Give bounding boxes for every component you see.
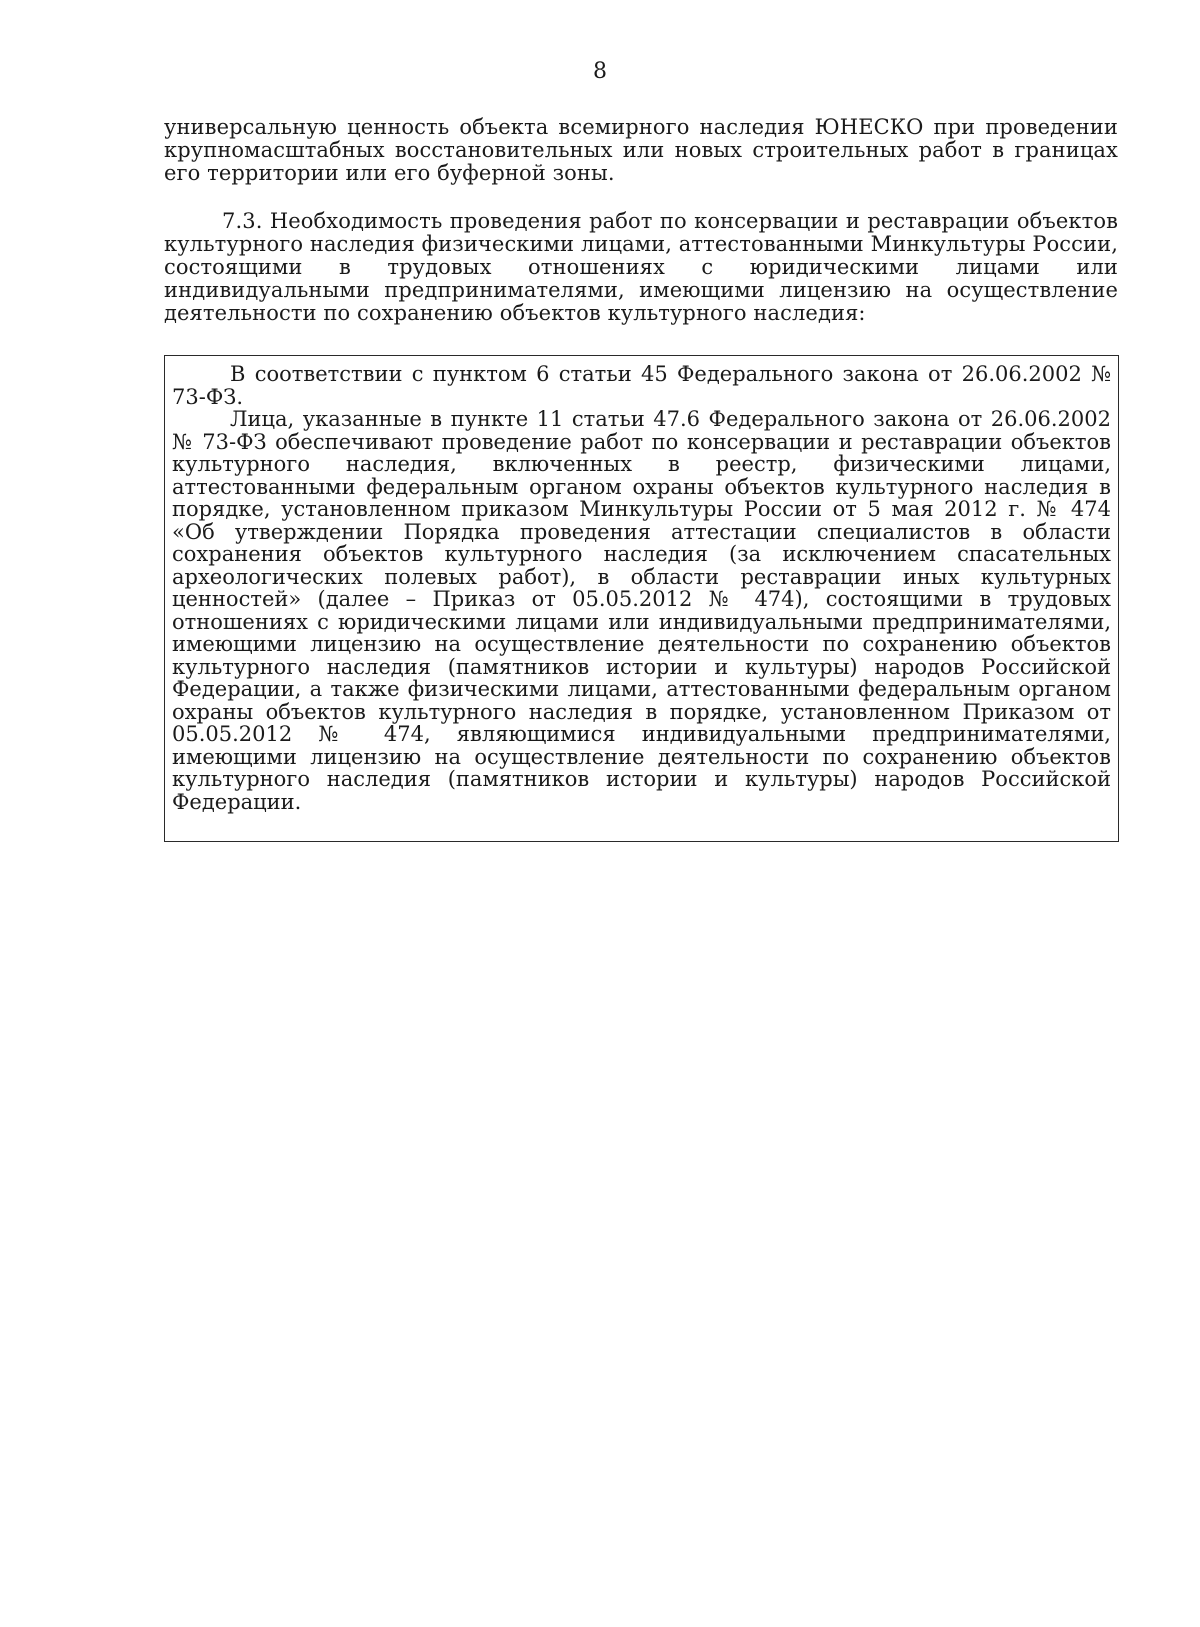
paragraph-7-3: 7.3. Необходимость проведения работ по консервации и реставрации объектов культурного наследия физическими лицами, аттестованными Минкультуры России, состоящими в трудовых отношениях с юридическими лицами или индивидуальными предпринимателями, имеющими лицензию на осуществление деятельности по сохранению объектов культурного наследия: xyxy=(164,209,1118,325)
note-paragraph-1: В соответствии с пунктом 6 статьи 45 Федерального закона от 26.06.2002 № 73-ФЗ. xyxy=(172,362,1111,409)
page-number: 8 xyxy=(593,59,607,84)
note-box xyxy=(164,355,1119,842)
note-paragraph-2: Лица, указанные в пункте 11 статьи 47.6 Федерального закона от 26.06.2002 № 73-ФЗ обеспечивают проведение работ по консервации и реставрации объектов культурного наследия, включенных в реестр, физическими лицами, аттестованными федеральным органом охраны объектов культурного наследия в порядке, установленном приказом Минкультуры России от 5 мая 2012 г. № 474 «Об утверждении Порядка проведения аттестации специалистов в области сохранения объектов культурного наследия (за исключением спасательных археологических полевых работ), в области реставрации иных культурных ценностей» (далее – Приказ от 05.05.2012 № 474), состоящими в трудовых отношениях с юридическими лицами или индивидуальными предпринимателями, имеющими лицензию на осуществление деятельности по сохранению объектов культурного наследия (памятников истории и культуры) народов Российской Федерации, а также физическими лицами, аттестованными федеральным органом охраны объектов культурного наследия в порядке, установленном Приказом от 05.05.2012 № 474, являющимися индивидуальными предпринимателями, имеющими лицензию на осуществление деятельности по сохранению объектов культурного наследия (памятников истории и культуры) народов Российской Федерации. xyxy=(172,407,1111,814)
paragraph-continued: универсальную ценность объекта всемирного наследия ЮНЕСКО при проведении крупномасштабных восстановительных или новых строительных работ в границах его территории или его буферной зоны. xyxy=(164,115,1118,185)
